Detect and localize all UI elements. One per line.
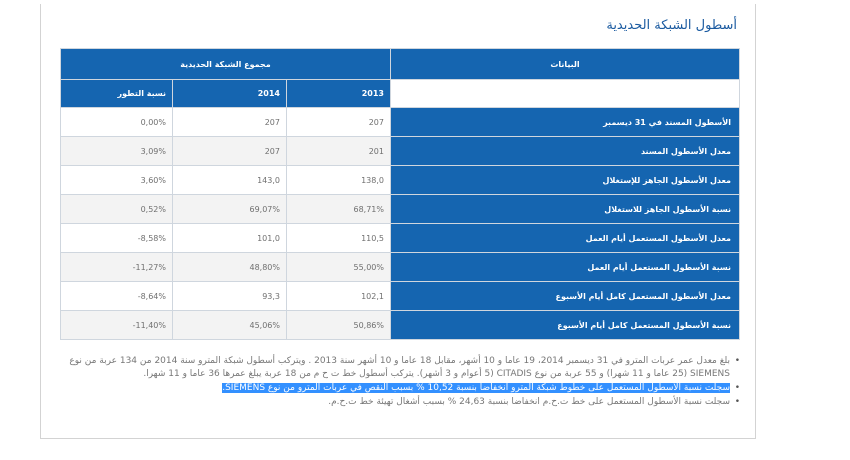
cell-2014: 143,0 — [173, 166, 287, 195]
table-row — [61, 311, 740, 340]
table-row — [61, 282, 740, 311]
header-2014: 2014 — [173, 80, 287, 108]
cell-2014: 69,07% — [173, 195, 287, 224]
header-indicator: البيانات — [391, 49, 740, 80]
row-label: معدل الأسطول الجاهز للإستغلال — [391, 166, 740, 195]
cell-2013: 68,71% — [287, 195, 391, 224]
table-subheader-row — [61, 80, 740, 108]
row-label: معدل الأسطول المستعمل كامل أيام الأسبوع — [391, 282, 740, 311]
fleet-card — [40, 4, 756, 439]
cell-2014: 93,3 — [173, 282, 287, 311]
note-metro-usage-highlight: سجلت نسبة الأسطول المستعمل على خطوط شبكة المترو انخفاضا بنسبة 10,52 % بسبب النقص في عربات المترو من نوع SIEMENS. — [222, 383, 730, 393]
cell-2013: 55,00% — [287, 253, 391, 282]
row-label: نسبة الأسطول المستعمل أيام العمل — [391, 253, 740, 282]
header-network-total: مجموع الشبكة الحديدية — [61, 49, 391, 80]
fleet-table — [60, 48, 740, 340]
note-tgm-usage: • سجلت نسبة الأسطول المستعمل على خط ت.ح.م انخفاضا بنسبة 24,63 % بسبب أشغال تهيئة خط ت.ح.م. — [60, 396, 740, 409]
row-label: نسبة الأسطول المستعمل كامل أيام الأسبوع — [391, 311, 740, 340]
cell-2014: 101,0 — [173, 224, 287, 253]
note-metro-usage — [60, 382, 740, 395]
section-title: أسطول الشبكة الحديدية — [606, 18, 737, 33]
cell-growth-rate: 0,52% — [61, 195, 173, 224]
cell-2014: 45,06% — [173, 311, 287, 340]
cell-growth-rate: 0,00% — [61, 108, 173, 137]
table-row — [61, 137, 740, 166]
cell-growth-rate: -8,64% — [61, 282, 173, 311]
row-label: معدل الأسطول المسند — [391, 137, 740, 166]
cell-2013: 138,0 — [287, 166, 391, 195]
cell-2013: 201 — [287, 137, 391, 166]
row-label: نسبة الأسطول الجاهز للاستغلال — [391, 195, 740, 224]
header-blank — [391, 80, 740, 108]
cell-growth-rate: -11,40% — [61, 311, 173, 340]
table-row — [61, 108, 740, 137]
table-row — [61, 166, 740, 195]
row-label: الأسطول المسند في 31 ديسمبر — [391, 108, 740, 137]
cell-2013: 110,5 — [287, 224, 391, 253]
table-row — [61, 253, 740, 282]
notes-section — [60, 355, 740, 410]
header-2013: 2013 — [287, 80, 391, 108]
cell-2014: 48,80% — [173, 253, 287, 282]
cell-2014: 207 — [173, 137, 287, 166]
cell-growth-rate: -11,27% — [61, 253, 173, 282]
cell-2013: 102,1 — [287, 282, 391, 311]
header-growth-rate: نسبة التطور — [61, 80, 173, 108]
cell-2014: 207 — [173, 108, 287, 137]
table-row — [61, 224, 740, 253]
table-header-row — [61, 49, 740, 80]
cell-growth-rate: 3,09% — [61, 137, 173, 166]
cell-2013: 50,86% — [287, 311, 391, 340]
cell-2013: 207 — [287, 108, 391, 137]
table-row — [61, 195, 740, 224]
row-label: معدل الأسطول المستعمل أيام العمل — [391, 224, 740, 253]
cell-growth-rate: 3,60% — [61, 166, 173, 195]
cell-growth-rate: -8,58% — [61, 224, 173, 253]
note-fleet-age: • بلغ معدل عمر عربات المترو في 31 ديسمبر 2014، 19 عاما و 10 أشهر، مقابل 18 عاما و 10 أشهر سنة 2013 . ويتركب أسطول شبكة المترو سنة 2014 من 134 عربة من نوع SIEMENS (25 عاما و 11 شهرا) و 55 عربة من نوع CITADIS (5 أعوام و 3 أشهر). يتركب أسطول خط ت ح م من 18 عربة يبلغ عمرها 36 عاما و 11 شهرا. — [60, 355, 740, 381]
